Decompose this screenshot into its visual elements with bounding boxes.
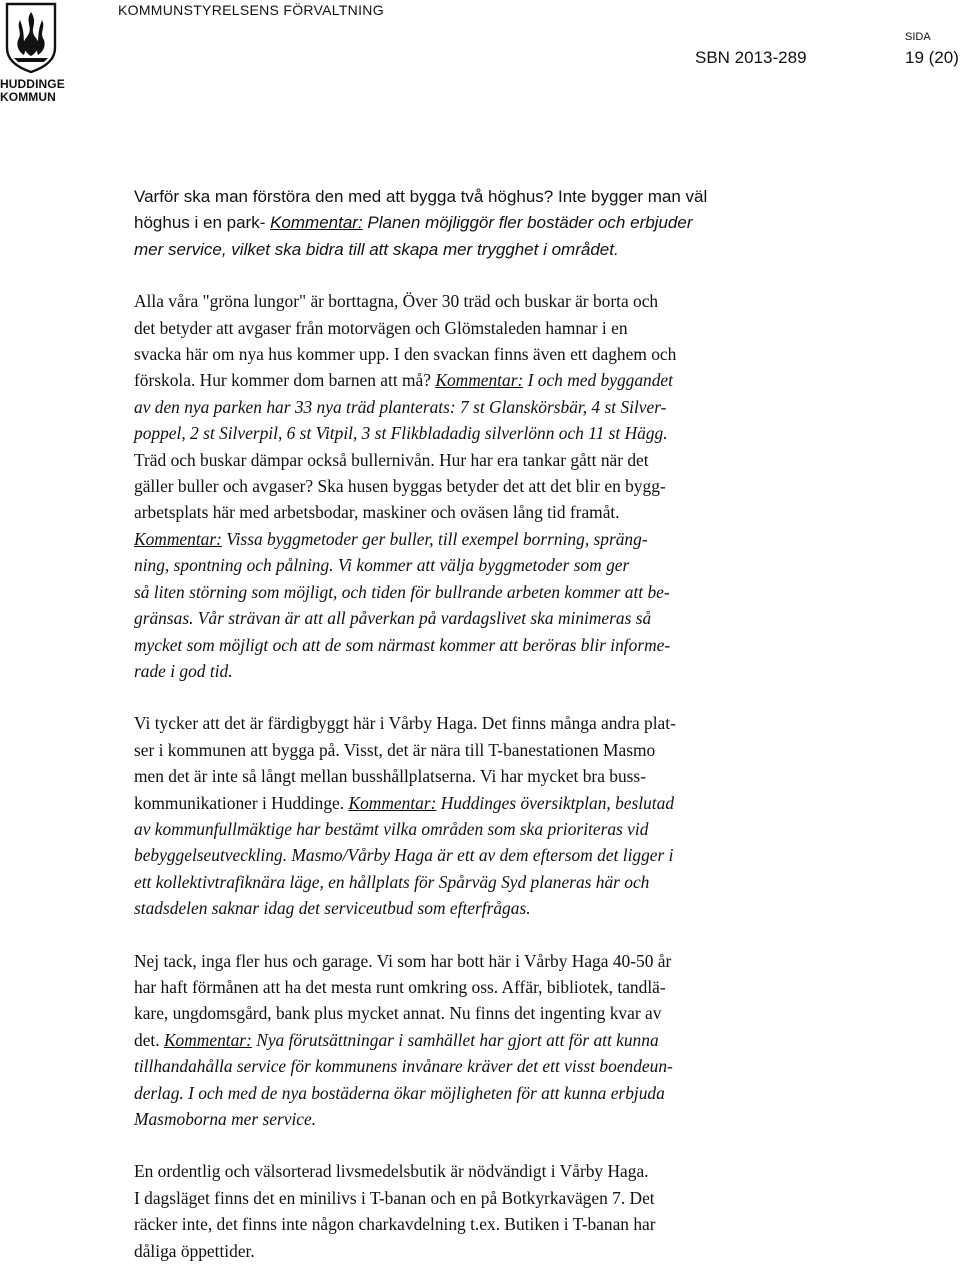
comment-text: bebyggelseutveckling. Masmo/Vårby Haga är ett av dem eftersom det ligger i <box>134 845 674 866</box>
text-line <box>134 842 834 868</box>
comment-label: Kommentar: <box>134 528 222 549</box>
comment-text: Masmoborna mer service. <box>134 1109 317 1129</box>
logo-text-line1: HUDDINGE <box>0 77 65 91</box>
text-line <box>134 658 834 684</box>
comment-text: mycket som möjligt och att de som närmast kommer att beröras blir informe- <box>134 634 671 655</box>
text-line <box>134 1211 834 1237</box>
comment-text: Planen möjliggör fler bostäder och erbjuder <box>362 213 693 233</box>
body-text: det betyder att avgaser från motorvägen och Glömstaleden hamnar i en <box>134 317 628 338</box>
text-line <box>134 605 834 631</box>
comment-text: ett kollektivtrafiknära läge, en hållplats för Spårväg Syd planeras här och <box>134 871 650 892</box>
comment-text: derlag. I och med de nya bostäderna ökar möjligheten för att kunna erbjuda <box>134 1082 665 1103</box>
comment-text: rade i god tid. <box>134 660 233 681</box>
paragraph-gap <box>134 263 834 288</box>
comment-text: tillhandahålla service för kommunens invånare kräver det ett visst boendeun- <box>134 1056 673 1077</box>
document-body <box>134 184 834 1264</box>
text-line <box>134 1158 834 1184</box>
body-text: ser i kommunen att bygga på. Visst, det är nära till T-banestationen Masmo <box>134 739 656 760</box>
page-label: SIDA <box>905 31 931 43</box>
text-line <box>134 447 834 473</box>
comment-text: så liten störning som möjligt, och tiden för bullrande arbeten kommer att be- <box>134 581 670 602</box>
body-text: Nej tack, inga fler hus och garage. Vi som har bott här i Vårby Haga 40-50 år <box>134 950 672 971</box>
body-text: har haft förmånen att ha det mesta runt omkring oss. Affär, bibliotek, tandlä- <box>134 976 666 997</box>
body-text: Hur har era tankar gått när det <box>434 449 649 470</box>
text-line <box>134 710 834 736</box>
text-line <box>134 315 834 341</box>
logo-text-line2: KOMMUN <box>0 90 56 104</box>
page-number: 19 (20) <box>905 48 959 67</box>
huddinge-kommun-logo <box>0 0 65 112</box>
text-line <box>134 816 834 842</box>
paragraph-gap <box>134 1132 834 1158</box>
comment-text: poppel, 2 st Silverpil, 6 st Vitpil, 3 st Flikbladadig silverlönn och 11 st Hägg. <box>134 423 668 444</box>
paragraph <box>134 948 834 1133</box>
paragraph <box>134 288 834 684</box>
comment-text: Nya förutsättningar i samhället har gjort att för att kunna <box>251 1029 659 1050</box>
text-line <box>134 895 834 921</box>
paragraph <box>134 184 834 263</box>
body-text: Vi tycker att det är färdigbyggt här i Vårby Haga. Det finns många andra plat- <box>134 713 676 734</box>
text-line <box>134 499 834 525</box>
text-line <box>134 237 834 263</box>
body-text: dåliga öppettider. <box>134 1240 255 1261</box>
comment-text: ning, spontning och pålning. Vi kommer att välja byggmetoder som ger <box>134 555 630 576</box>
text-line <box>134 394 834 420</box>
text-line <box>134 1080 834 1106</box>
coat-of-arms-icon <box>4 2 58 74</box>
text-line <box>134 552 834 578</box>
text-line <box>134 526 834 552</box>
comment-text: stadsdelen saknar idag det serviceutbud som efterfrågas. <box>134 898 531 919</box>
text-line <box>134 184 834 210</box>
text-line <box>134 579 834 605</box>
body-text: En ordentlig och välsorterad livsmedelsbutik är nödvändigt i Vårby Haga. <box>134 1161 649 1182</box>
paragraph-gap <box>134 922 834 948</box>
text-line <box>134 341 834 367</box>
comment-label: Kommentar: <box>435 370 524 391</box>
body-text: gäller buller och avgaser? Ska husen byggas betyder det att det blir en bygg- <box>134 476 666 497</box>
comment-text: gränsas. Vår strävan är att all påverkan på vardagslivet ska minimeras så <box>134 608 652 629</box>
text-line <box>134 473 834 499</box>
text-line <box>134 367 834 393</box>
comment-text: av kommunfullmäktige har bestämt vilka områden som ska prioriteras vid <box>134 818 649 839</box>
body-text: svacka här om nya hus kommer upp. I den svackan finns även ett daghem och <box>134 344 677 365</box>
document-number: SBN 2013-289 <box>695 48 807 67</box>
body-text: förskola. Hur kommer dom barnen att må? <box>134 370 436 391</box>
paragraph <box>134 1158 834 1264</box>
text-line <box>134 790 834 816</box>
body-text: Träd och buskar dämpar också bullernivån. <box>134 449 435 470</box>
text-line <box>134 420 834 446</box>
body-text: men det är inte så långt mellan busshållplatserna. Vi har mycket bra buss- <box>134 766 646 787</box>
text-line <box>134 948 834 974</box>
body-text: I dagsläget finns det en minilivs i T-banan och en på Botkyrkavägen 7. Det <box>134 1187 655 1208</box>
body-text: arbetsplats här med arbetsbodar, maskiner och oväsen lång tid framåt. <box>134 502 620 523</box>
comment-label: Kommentar: <box>163 1029 252 1050</box>
organization-name: KOMMUNSTYRELSENS FÖRVALTNING <box>118 2 384 18</box>
text-line <box>134 1027 834 1053</box>
text-line <box>134 763 834 789</box>
text-line <box>134 210 834 236</box>
text-line <box>134 869 834 895</box>
body-text: kare, ungdomsgård, bank plus mycket annat. Nu finns det ingenting kvar av <box>134 1003 662 1024</box>
text-line <box>134 288 834 314</box>
comment-text: Huddinges översiktplan, beslutad <box>436 792 675 813</box>
comment-label: Kommentar: <box>348 792 437 813</box>
body-text: Alla våra "gröna lungor" är borttagna, Över 30 träd och buskar är borta och <box>134 291 659 312</box>
comment-text: mer service, vilket ska bidra till att skapa mer trygghet i området. <box>134 239 619 259</box>
comment-label: Kommentar: <box>270 213 363 233</box>
text-line <box>134 737 834 763</box>
comment-text: av den nya parken har 33 nya träd planterats: 7 st Glanskörsbär, 4 st Silver- <box>134 396 667 417</box>
text-line <box>134 1238 834 1264</box>
text-line <box>134 1053 834 1079</box>
text-line <box>134 632 834 658</box>
text-line <box>134 1000 834 1026</box>
comment-text: Vissa byggmetoder ger buller, till exempel borrning, spräng- <box>221 528 648 549</box>
body-text: räcker inte, det finns inte någon charkavdelning t.ex. Butiken i T-banan har <box>134 1214 656 1235</box>
paragraph <box>134 710 834 921</box>
text-line <box>134 1185 834 1211</box>
paragraph-gap <box>134 684 834 710</box>
body-text: kommunikationer i Huddinge. <box>134 792 349 813</box>
body-text: höghus i en park- <box>134 213 271 233</box>
body-text: Varför ska man förstöra den med att bygga två höghus? Inte bygger man väl <box>134 187 708 206</box>
body-text: det. <box>134 1029 164 1050</box>
text-line <box>134 1106 834 1132</box>
comment-text: I och med byggandet <box>523 370 673 391</box>
text-line <box>134 974 834 1000</box>
